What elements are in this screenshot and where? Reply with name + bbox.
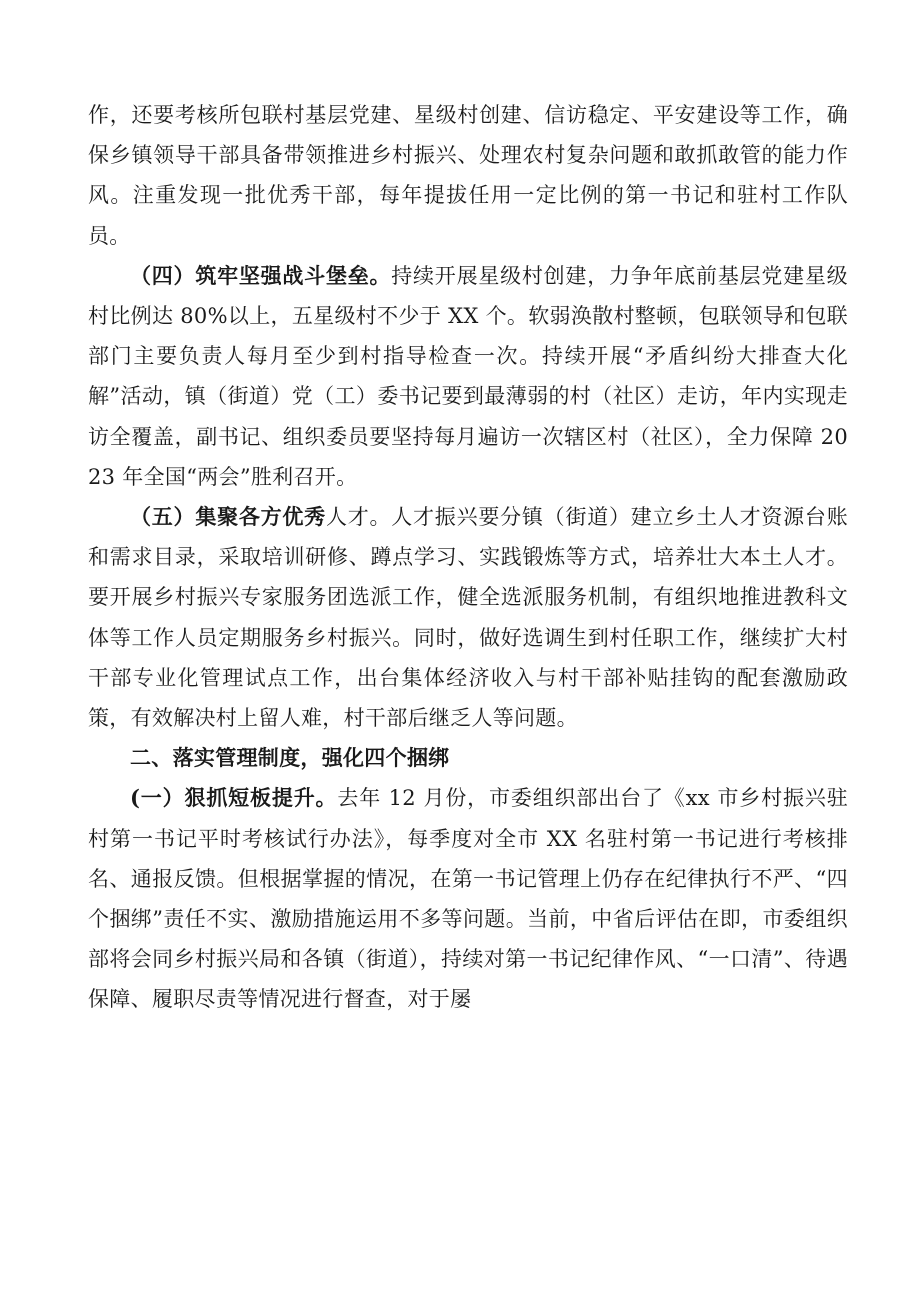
paragraph-2 (88, 256, 848, 497)
document-page (88, 95, 848, 1020)
paragraph-1 (88, 95, 848, 256)
paragraph-2-lead: （四）筑牢坚强战斗堡垒。 (130, 262, 392, 288)
paragraph-1-text: 作，还要考核所包联村基层党建、星级村创建、信访稳定、平安建设等工作，确保乡镇领导干部具备带领推进乡村振兴、处理农村复杂问题和敢抓敢管的能力作风。注重发现一批优秀干部，每年提拔任用一定比例的第一书记和驻村工作队员。 (88, 103, 848, 248)
paragraph-3-lead: （五）集聚各方优秀 (130, 504, 326, 530)
section-heading: 二、落实管理制度，强化四个捆绑 (130, 745, 450, 771)
paragraph-4 (88, 778, 848, 1019)
paragraph-3 (88, 497, 848, 738)
paragraph-2-text: 持续开展星级村创建，力争年底前基层党建星级村比例达 80%以上，五星级村不少于 XX 个。软弱涣散村整顿，包联领导和包联部门主要负责人每月至少到村指导检查一次。持续开展“矛盾纠纷大排查大化解”活动，镇（街道）党（工）委书记要到最薄弱的村（社区）走访，年内实现走访全覆盖，副书记、组织委员要坚持每月遍访一次辖区村（社区），全力保障 2023 年全国“两会”胜利召开。 (88, 263, 848, 489)
paragraph-3-text: 人才。人才振兴要分镇（街道）建立乡土人才资源台账和需求目录，采取培训研修、蹲点学习、实践锻炼等方式，培养壮大本土人才。要开展乡村振兴专家服务团选派工作，健全选派服务机制，有组织地推进教科文体等工作人员定期服务乡村振兴。同时，做好选调生到村任职工作，继续扩大村干部专业化管理试点工作，出台集体经济收入与村干部补贴挂钩的配套激励政策，有效解决村上留人难，村干部后继乏人等问题。 (88, 505, 848, 731)
paragraph-4-text: 去年 12 月份，市委组织部出台了《xx 市乡村振兴驻村第一书记平时考核试行办法》，每季度对全市 XX 名驻村第一书记进行考核排名、通报反馈。但根据掌握的情况，在第一书记管理上仍存在纪律执行不严、“四个捆绑”责任不实、激励措施运用不多等问题。当前，中省后评估在即，市委组织部将会同乡村振兴局和各镇（街道），持续对第一书记纪律作风、“一口清”、待遇保障、履职尽责等情况进行督查，对于屡 (88, 786, 848, 1012)
paragraph-4-lead: (一）狠抓短板提升。 (130, 785, 338, 811)
